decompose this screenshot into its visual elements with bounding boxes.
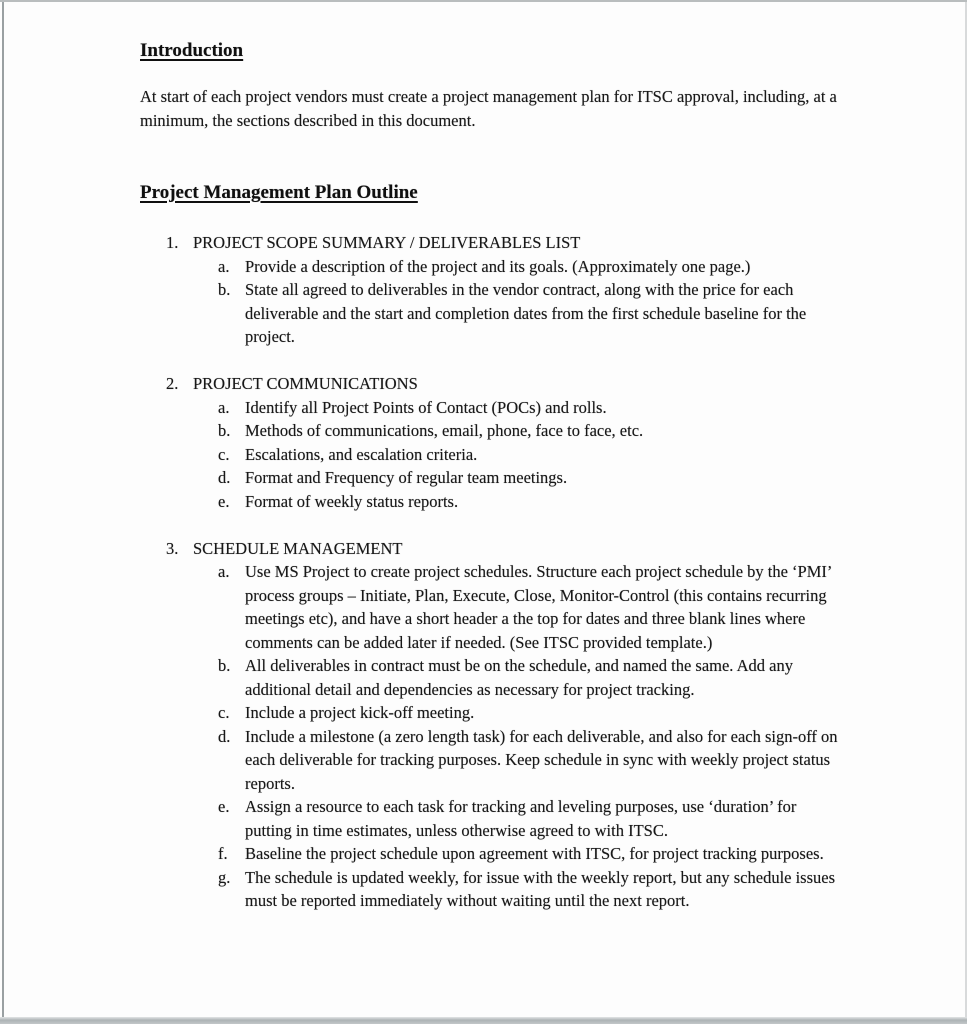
outline-section-1 <box>140 231 838 349</box>
document-content <box>140 30 838 913</box>
item-text: Include a milestone (a zero length task) for each deliverable, and also for each sign-off on each deliverable for tracking purposes. Keep schedule in sync with weekly project status reports. <box>245 726 838 793</box>
item-text: The schedule is updated weekly, for issue with the weekly report, but any schedule issues must be reported immediately without waiting until the next report. <box>245 867 836 910</box>
item-letter: b. <box>218 656 231 675</box>
item-text: Format of weekly status reports. <box>245 491 459 511</box>
page-edge-left <box>2 2 4 1017</box>
list-item <box>140 443 838 467</box>
item-text: Baseline the project schedule upon agreement with ITSC, for project tracking purposes. <box>245 844 824 863</box>
item-letter: e. <box>218 797 230 816</box>
list-item <box>140 842 838 866</box>
list-item <box>140 560 838 654</box>
item-text: Use MS Project to create project schedules. Structure each project schedule by the ‘PMI’ process groups – Initiate, Plan, Execute, Close, Monitor-Control (this contains recurring meetings etc), and have a short header a the top for dates and three blank lines where comments can be added later if needed. (See ITSC provided template.) <box>245 562 832 652</box>
outline-section-2 <box>140 372 838 513</box>
page-edge-top <box>0 0 967 2</box>
item-letter: d. <box>218 468 231 487</box>
list-item <box>140 795 838 842</box>
page-edge-bottom <box>0 1017 967 1024</box>
list-item <box>140 255 838 279</box>
item-letter: e. <box>218 491 230 511</box>
list-item <box>140 701 838 725</box>
item-letter: b. <box>218 280 231 299</box>
section-title-row <box>140 231 838 255</box>
item-letter: a. <box>218 256 230 276</box>
item-letter: f. <box>218 844 228 863</box>
list-item <box>140 278 838 349</box>
item-letter: d. <box>218 726 231 746</box>
item-text: Provide a description of the project and its goals. (Approximately one page.) <box>245 256 751 276</box>
item-letter: a. <box>218 397 230 417</box>
section-title: PROJECT COMMUNICATIONS <box>193 374 418 393</box>
item-letter: g. <box>218 867 231 887</box>
section-number: 3. <box>166 538 179 558</box>
list-item <box>140 866 838 913</box>
intro-paragraph: At start of each project vendors must create a project management plan for ITSC approval, including, at a minimum, the sections described in this document. <box>140 87 837 130</box>
item-text: Escalations, and escalation criteria. <box>245 444 478 464</box>
item-letter: a. <box>218 562 230 581</box>
item-text: Format and Frequency of regular team meetings. <box>245 468 568 487</box>
section-title-row <box>140 372 838 396</box>
list-item <box>140 419 838 443</box>
section-number: 1. <box>166 233 179 252</box>
item-letter: c. <box>218 703 230 722</box>
list-item <box>140 725 838 796</box>
list-item <box>140 466 838 490</box>
item-text: Identify all Project Points of Contact (POCs) and rolls. <box>245 397 607 417</box>
section-number: 2. <box>166 374 179 393</box>
list-item <box>140 490 838 514</box>
section-title: PROJECT SCOPE SUMMARY / DELIVERABLES LIST <box>193 233 581 252</box>
outline-section-3 <box>140 537 838 913</box>
item-text: Methods of communications, email, phone, face to face, etc. <box>245 421 644 440</box>
outline-list <box>140 231 838 913</box>
list-item <box>140 654 838 701</box>
list-item <box>140 396 838 420</box>
item-text: All deliverables in contract must be on the schedule, and named the same. Add any additional detail and dependencies as necessary for project tracking. <box>245 656 794 699</box>
intro-heading: Introduction <box>140 40 244 61</box>
item-letter: c. <box>218 444 230 464</box>
item-text: Assign a resource to each task for tracking and leveling purposes, use ‘duration’ for putting in time estimates, unless otherwise agreed to with ITSC. <box>245 797 797 840</box>
section-title-row <box>140 537 838 561</box>
item-letter: b. <box>218 421 231 440</box>
outline-heading: Project Management Plan Outline <box>140 182 418 203</box>
item-text: State all agreed to deliverables in the vendor contract, along with the price for each deliverable and the start and completion dates from the first schedule baseline for the project. <box>245 280 807 346</box>
item-text: Include a project kick-off meeting. <box>245 703 475 722</box>
section-title: SCHEDULE MANAGEMENT <box>193 538 403 558</box>
